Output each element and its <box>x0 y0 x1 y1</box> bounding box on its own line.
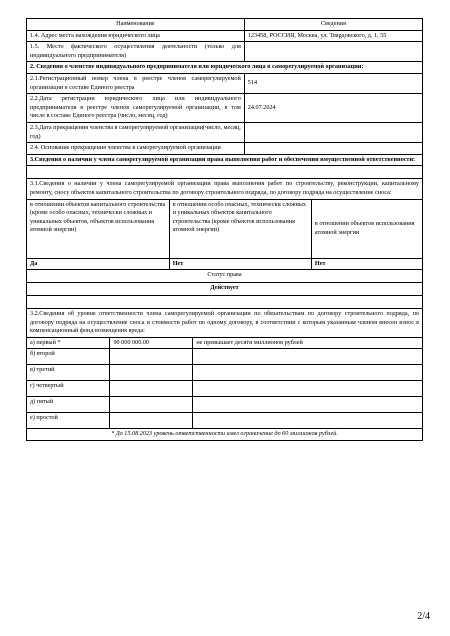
level-2-label: б) второй <box>27 349 110 365</box>
section-3-1-block <box>27 179 423 296</box>
footnote: * До 15.08.2023 уровень ответственности имел ограничение до 60 миллионов рублей. <box>27 429 423 441</box>
section-3-title: 3.Сведения о наличии у члена саморегулируемой организации права выполнения работ и обеспечении имущественной ответственности: <box>27 154 423 166</box>
level-3-label: в) третий <box>27 365 110 381</box>
row-1-5-value <box>244 42 422 62</box>
level-3-amount <box>110 365 193 381</box>
page-number: 2/4 <box>417 611 430 622</box>
section-3-2-block <box>27 309 423 429</box>
level-4-label: г) четвертый <box>27 381 110 397</box>
registry-table <box>26 18 423 441</box>
level-5-note <box>193 397 422 413</box>
row-2-3-label: 2.3.Дата прекращения членства в саморегулируемой организации(число, месяц, год) <box>27 122 245 142</box>
level-4-note <box>193 381 422 397</box>
level-2-note <box>193 349 422 365</box>
row-2-4-value <box>244 143 422 155</box>
row-2-2-value: 24.07.2024 <box>244 94 422 123</box>
section-2-title: 2. Сведения о членстве индивидуального предпринимателя или юридического лица в саморегулируемой организации: <box>27 62 423 74</box>
row-3-1-text: 3.1.Сведения о наличии у члена саморегулируемой организации права выполнения работ по строительству, реконструкции, капитальному ремонту, сносу объектов капитального строительства по договору строительного подряда, по договору подряда на осуществление сноса: <box>27 179 422 199</box>
row-3-2-text: 3.2.Сведения об уровне ответственности члена саморегулируемой организации по обязательствам по договору строительного подряда, по договору подряда на осуществление сноса и стоимости работ по одному договору, в соответствии с которым указанным членом внесен взнос в компенсационный фонд возмещения вреда: <box>27 309 422 337</box>
row-2-1-label: 2.1.Регистрационный номер члена в реестре членов саморегулируемой организации в составе Единого реестра <box>27 73 245 93</box>
spacer-row <box>27 296 423 309</box>
header-name: Наименование <box>27 19 245 31</box>
row-3-1-col-a: в отношении объектов капитального строительства (кроме особо опасных, технически сложных и уникальных объектов, объектов использования атомной энергии) <box>27 199 169 258</box>
level-2-amount <box>110 349 193 365</box>
row-1-5-label: 1.5. Место фактического осуществления деятельности (только для индивидуального предпринимателя) <box>27 42 245 62</box>
level-4-amount <box>110 381 193 397</box>
level-6-amount <box>110 413 193 429</box>
status-value: Действует <box>27 283 422 296</box>
row-3-1-val-b: Нет <box>169 258 311 270</box>
row-2-4-label: 2.4. Основание прекращения членства в саморегулируемой организации <box>27 143 245 155</box>
row-2-3-value <box>244 122 422 142</box>
row-2-2-label: 2.2.Дата регистрации юридического лица или индивидуального предпринимателя в реестре членов саморегулируемой организации, в том числе в составе Единого реестра (число, месяц, год) <box>27 94 245 123</box>
level-1-note: не превышает десяти миллионов рублей <box>193 337 422 349</box>
row-2-1-value: 514 <box>244 73 422 93</box>
level-6-note <box>193 413 422 429</box>
level-6-label: е) простой <box>27 413 110 429</box>
header-value: Сведения <box>244 19 422 31</box>
level-5-label: д) пятый <box>27 397 110 413</box>
row-3-1-val-c: Нет <box>311 258 422 270</box>
status-label: Статус права <box>27 270 422 283</box>
row-1-4-value: 123458, РОССИЯ, Москва, ул. Твардовского, д. 1, 55 <box>244 30 422 42</box>
spacer-row <box>27 166 423 179</box>
row-3-1-col-c: в отношении объектов использования атомной энергии <box>311 199 422 258</box>
level-1-amount: 90 000 000.00 <box>110 337 193 349</box>
document-page <box>26 18 423 441</box>
row-3-1-val-a: Да <box>27 258 169 270</box>
row-1-4-label: 1.4. Адрес места нахождения юридического лица <box>27 30 245 42</box>
row-3-1-col-b: в отношении особо опасных, технически сложных и уникальных объектов капитального строительства (кроме объектов использования атомной энергии) <box>169 199 311 258</box>
level-1-label: а) первый * <box>27 337 110 349</box>
level-3-note <box>193 365 422 381</box>
level-5-amount <box>110 397 193 413</box>
